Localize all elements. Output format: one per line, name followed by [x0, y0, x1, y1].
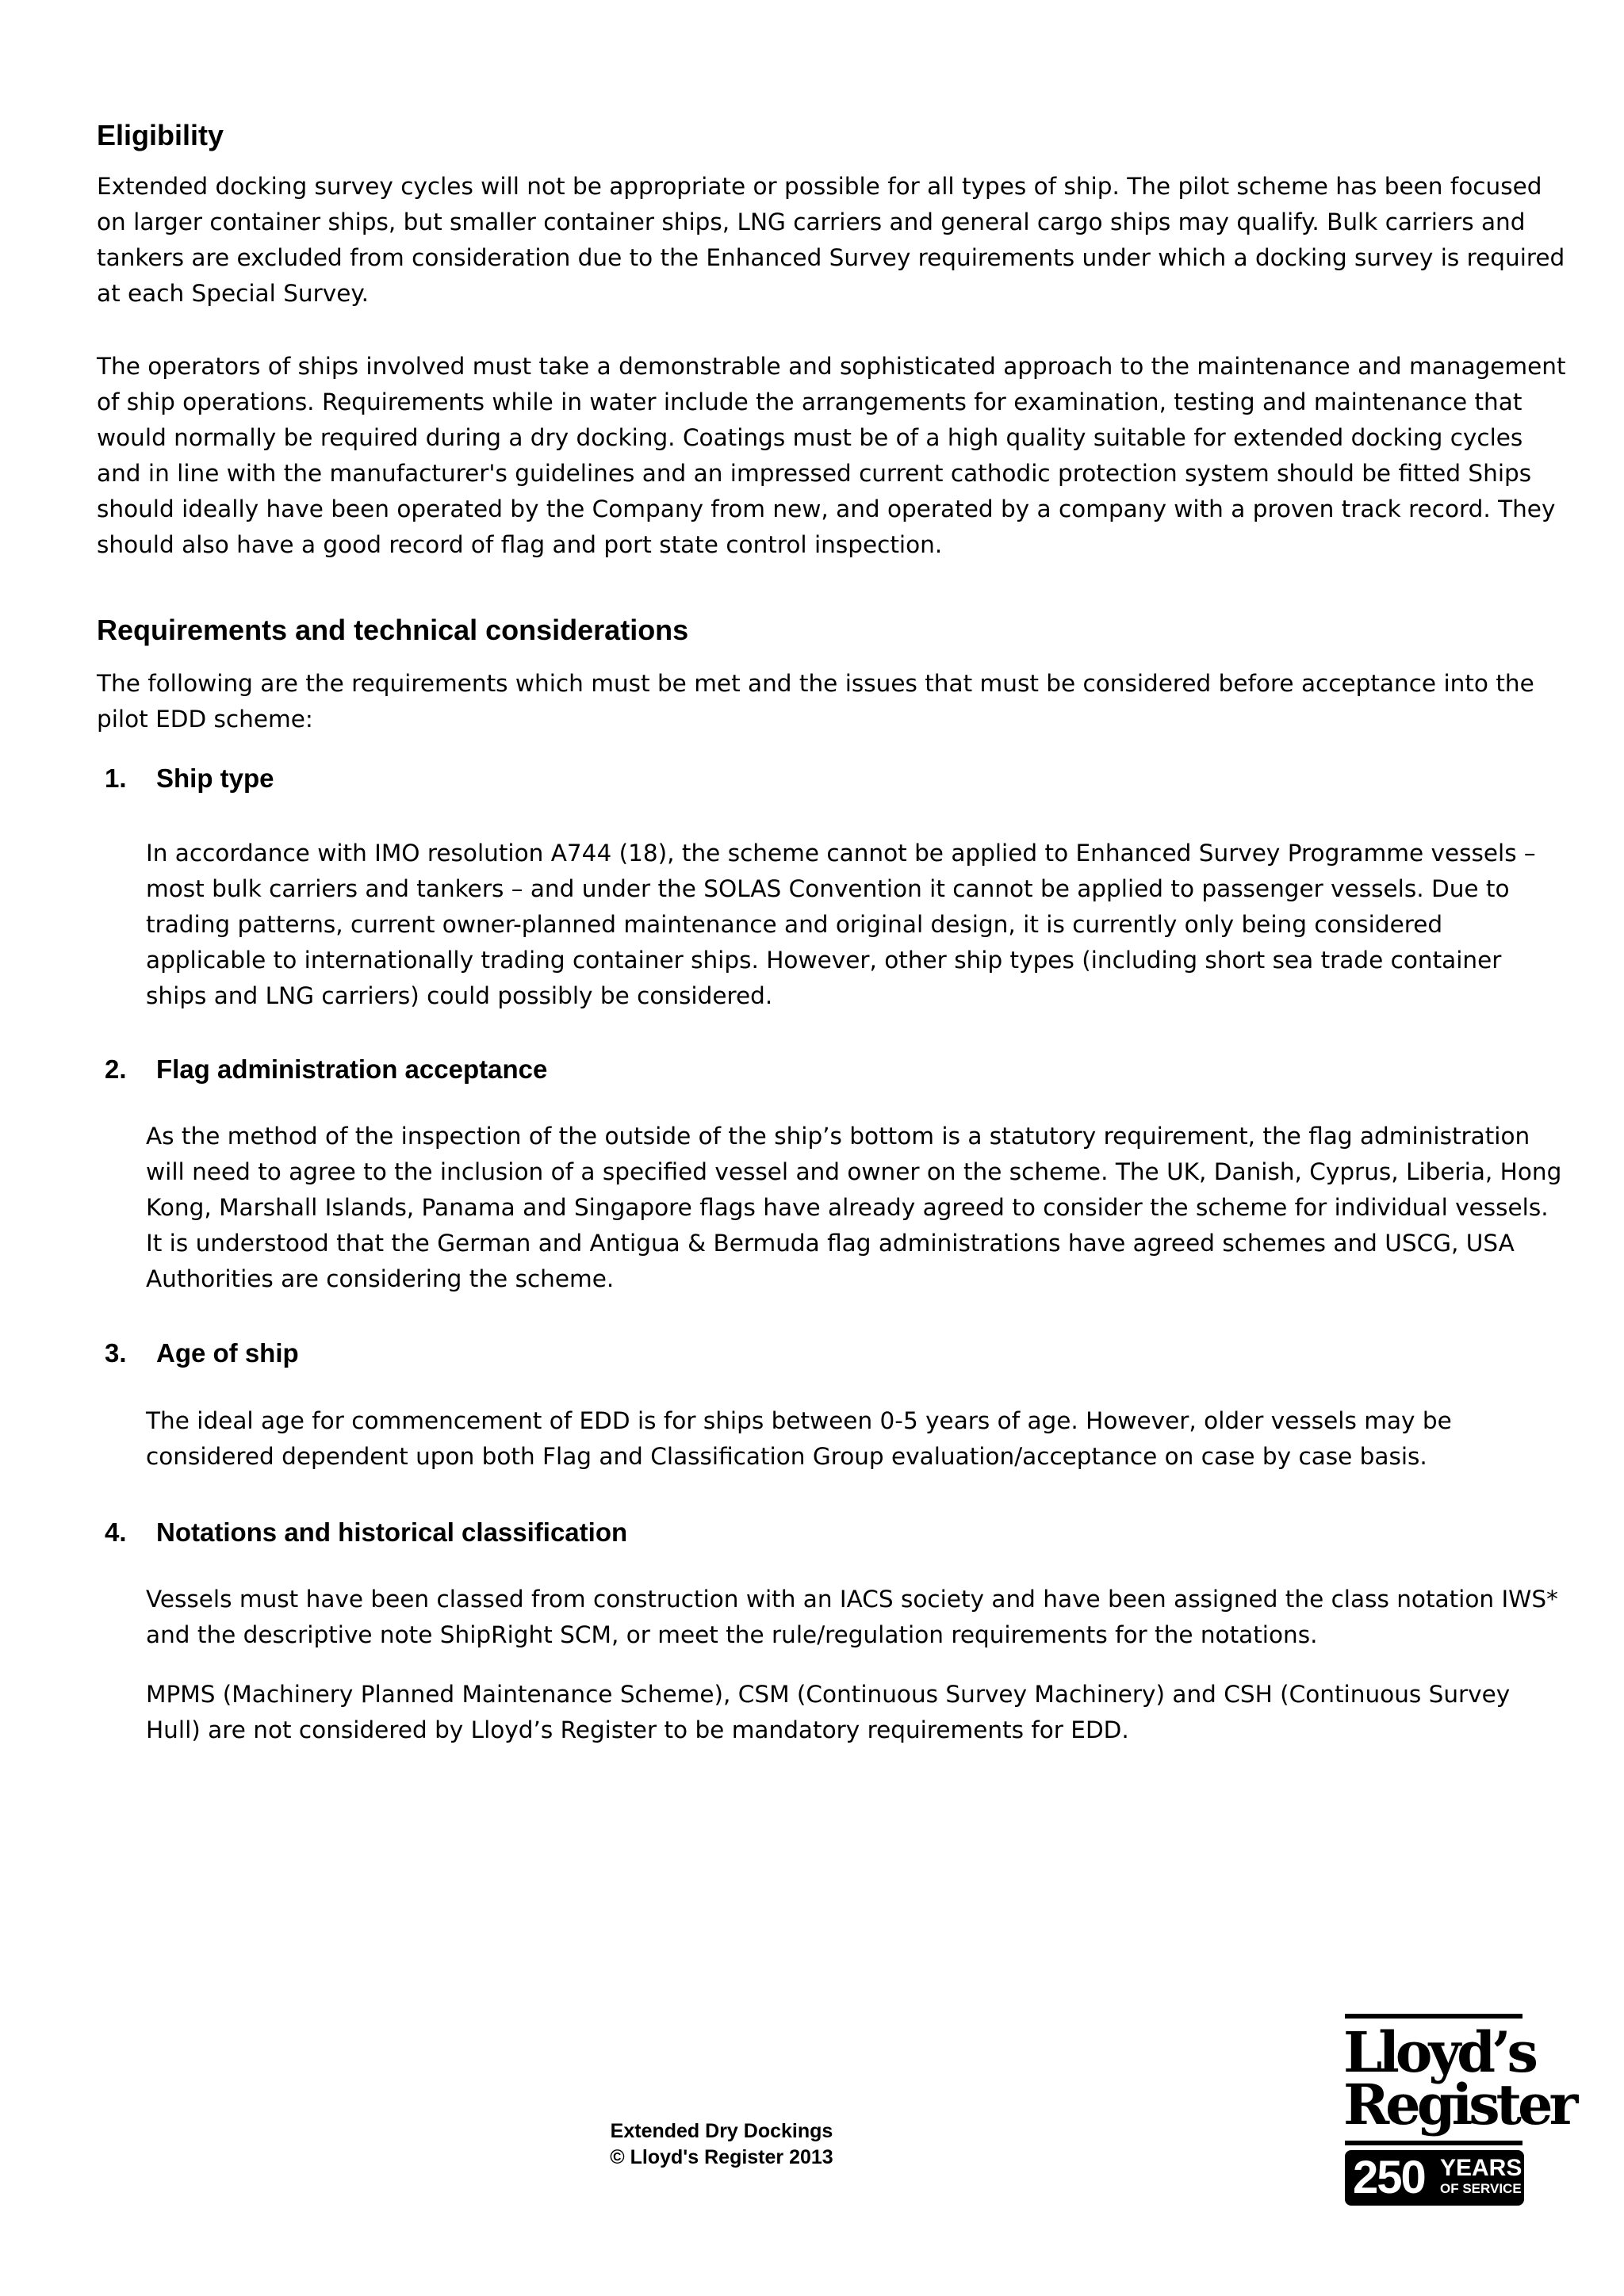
- badge-years: YEARS: [1440, 2155, 1522, 2181]
- item-notations-paragraph-1: Vessels must have been classed from construction with an IACS society and have been assigned the class notation IWS* and the descriptive note ShipRight SCM, or meet the rule/regulation requirements for the notations.: [146, 1586, 1558, 1648]
- logo-word-register: Register: [1343, 2072, 1575, 2137]
- item-title-text: Ship type: [156, 763, 274, 793]
- item-flag-administration-title: [105, 1054, 547, 1085]
- item-title-text: Notations and historical classification: [156, 1517, 628, 1547]
- logo-word-lloyds: Lloyd’s: [1343, 2019, 1534, 2085]
- requirements-intro: The following are the requirements which must be met and the issues that must be considered before acceptance into the pilot EDD scheme:: [97, 670, 1534, 733]
- logo-250-years-badge: [1345, 2150, 1524, 2206]
- item-age-of-ship-title: [105, 1338, 299, 1368]
- item-flag-administration-paragraph: As the method of the inspection of the outside of the ship’s bottom is a statutory requirement, the flag administration will need to agree to the inclusion of a specified vessel and owner on the scheme. The UK, Danish, Cyprus, Liberia, Hong Kong, Marshall Islands, Panama and Singapore flags have already agreed to consider the scheme for individual vessels. It is understood that the German and Antigua & Bermuda flag administrations have agreed schemes and USCG, USA Authorities are considering the scheme.: [146, 1123, 1562, 1292]
- footer: [515, 2118, 928, 2171]
- logo-top-rule: [1345, 2014, 1522, 2019]
- footer-copyright: © Lloyd's Register 2013: [610, 2146, 833, 2168]
- item-notations-paragraph-2: MPMS (Machinery Planned Maintenance Scheme), CSM (Continuous Survey Machinery) and CSH (Continuous Survey Hull) are not considered by Lloyd’s Register to be mandatory requirements for EDD.: [146, 1681, 1511, 1743]
- item-number: 3.: [105, 1338, 127, 1368]
- requirements-heading: Requirements and technical considerations: [97, 614, 689, 646]
- item-notations-title: [105, 1517, 627, 1548]
- item-title-text: Age of ship: [156, 1338, 299, 1368]
- item-number: 4.: [105, 1517, 127, 1547]
- item-age-of-ship-paragraph: The ideal age for commencement of EDD is for ships between 0-5 years of age. However, older vessels may be considered dependent upon both Flag and Classification Group evaluation/acceptance on case by case basis.: [146, 1407, 1452, 1470]
- eligibility-paragraph-2: The operators of ships involved must take a demonstrable and sophisticated approach to the maintenance and management of ship operations. Requirements while in water include the arrangements for examination, testing and maintenance that would normally be required during a dry docking. Coatings must be of a high quality suitable for extended docking cycles and in line with the manufacturer's guidelines and an impressed current cathodic protection system should be fitted Ships should ideally have been operated by the Company from new, and operated by a company with a proven track record. They should also have a good record of flag and port state control inspection.: [97, 353, 1566, 558]
- item-number: 2.: [105, 1054, 127, 1084]
- eligibility-paragraph-1: Extended docking survey cycles will not be appropriate or possible for all types of ship. The pilot scheme has been focused on larger container ships, but smaller container ships, LNG carriers and general cargo ships may qualify. Bulk carriers and tankers are excluded from consideration due to the Enhanced Survey requirements under which a docking survey is required at each Special Survey.: [97, 173, 1565, 307]
- logo-bottom-rule: [1345, 2141, 1522, 2145]
- badge-service: OF SERVICE: [1440, 2181, 1522, 2196]
- item-ship-type-title: [105, 763, 274, 794]
- lloyds-register-logo: [1340, 2014, 1575, 2212]
- footer-document-title: Extended Dry Dockings: [610, 2120, 833, 2142]
- eligibility-heading: Eligibility: [97, 119, 224, 151]
- item-ship-type-paragraph: In accordance with IMO resolution A744 (18), the scheme cannot be applied to Enhanced Survey Programme vessels – most bulk carriers and tankers – and under the SOLAS Convention it cannot be applied to passenger vessels. Due to trading patterns, current owner-planned maintenance and original design, it is currently only being considered applicable to internationally trading container ships. However, other ship types (including short sea trade container ships and LNG carriers) could possibly be considered.: [146, 840, 1536, 1009]
- item-number: 1.: [105, 763, 127, 793]
- item-title-text: Flag administration acceptance: [156, 1054, 548, 1084]
- badge-number: 250: [1353, 2152, 1425, 2203]
